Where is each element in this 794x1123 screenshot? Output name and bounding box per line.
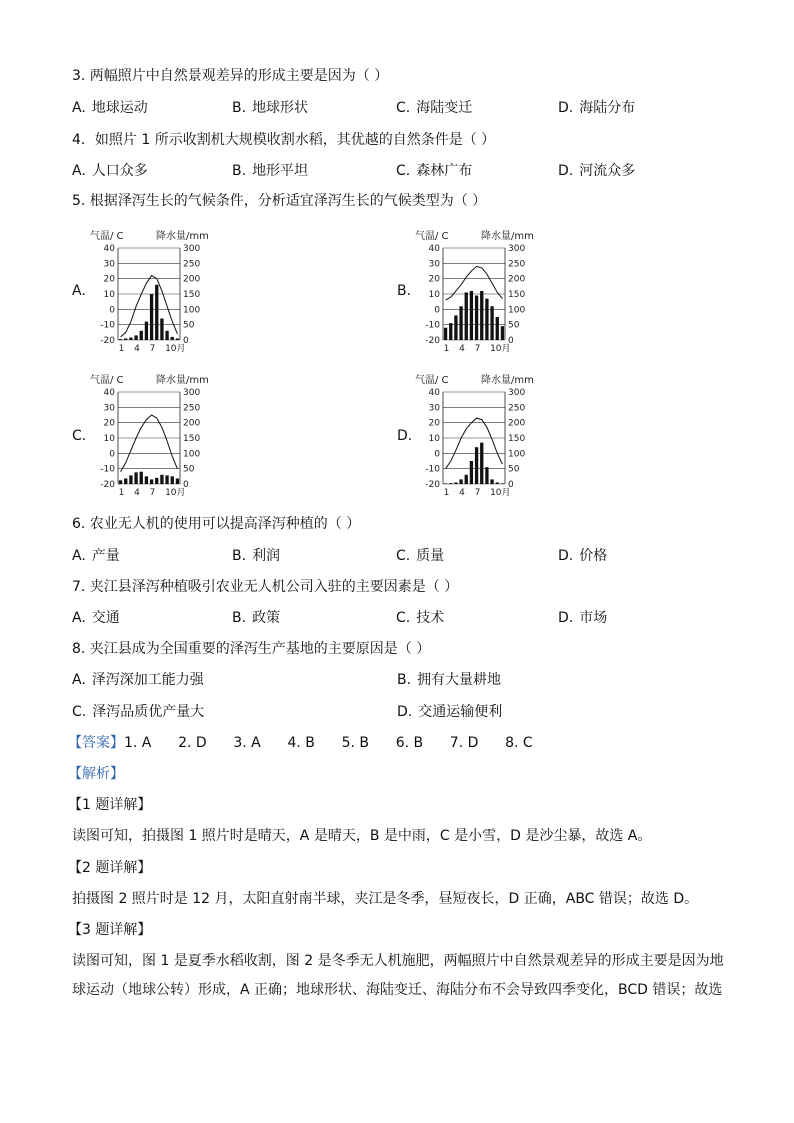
question-6-stem: 6. 农业无人机的使用可以提高泽泻种植的（ ） — [72, 516, 361, 532]
precipitation-tick-label: 0 — [183, 336, 189, 346]
option-label: C. — [72, 704, 87, 720]
temperature-tick-label: 0 — [109, 305, 115, 316]
answer-text: 1. A 2. D 3. A 4. B 5. B 6. B 7. D 8. C — [124, 735, 533, 751]
q8-option-d[interactable] — [397, 702, 502, 722]
temperature-tick-label: 30 — [103, 403, 115, 414]
temperature-tick-label: 10 — [428, 290, 440, 300]
precipitation-tick-label: 300 — [183, 388, 201, 398]
precipitation-tick-label: 0 — [508, 480, 514, 490]
temperature-tick-label: 40 — [428, 244, 440, 254]
temperature-tick-label: -20 — [425, 480, 440, 490]
precipitation-bar — [480, 291, 483, 340]
temperature-axis-title: 气温/ C — [415, 375, 449, 386]
option-text: 质量 — [416, 548, 445, 564]
option-text: 地球运动 — [91, 100, 148, 116]
month-tick-label: 7 — [474, 344, 481, 354]
detail-1-heading: 【1 题详解】 — [68, 797, 152, 813]
precipitation-tick-label: 150 — [508, 290, 526, 300]
precipitation-bar — [150, 294, 153, 340]
detail-3-body: 读图可知，图 1 是夏季水稻收割，图 2 是冬季无人机施肥，两幅照片中自然景观差异的形成主要是因为地球运动（地球公转）形成，A 正确；地球形状、海陆变迁、海陆分布不会导致四季变化，BCD 错误；故选 — [72, 953, 724, 998]
temperature-tick-label: -20 — [425, 336, 440, 346]
q3-option-b[interactable] — [232, 98, 308, 118]
precipitation-bar — [465, 475, 468, 484]
option-text: 政策 — [252, 610, 281, 626]
q4-option-b[interactable] — [232, 161, 308, 181]
option-label: D. — [558, 548, 574, 564]
precipitation-bar — [165, 475, 168, 484]
q7-option-c[interactable] — [396, 608, 444, 628]
answer-line — [68, 733, 533, 753]
option-label: D. — [558, 100, 574, 116]
climate-chart-d — [413, 372, 553, 500]
precipitation-bar — [119, 339, 122, 340]
precipitation-tick-label: 150 — [508, 434, 526, 444]
precipitation-bar — [475, 296, 478, 340]
temperature-tick-label: 20 — [103, 418, 115, 429]
precipitation-bar — [454, 482, 457, 484]
precipitation-bar — [171, 476, 174, 484]
precipitation-bar — [470, 461, 473, 484]
precipitation-tick-label: 200 — [183, 274, 201, 285]
precipitation-tick-label: 150 — [183, 434, 201, 444]
q4-option-d[interactable] — [558, 161, 635, 181]
precipitation-tick-label: 100 — [183, 449, 201, 460]
month-tick-label: 1 — [118, 344, 125, 354]
month-tick-label: 4 — [134, 344, 140, 354]
temperature-tick-label: -10 — [425, 320, 440, 331]
temperature-tick-label: -10 — [100, 464, 115, 475]
temperature-tick-label: 10 — [428, 434, 440, 444]
option-label: C. — [396, 100, 411, 116]
option-text: 拥有大量耕地 — [417, 672, 502, 688]
temperature-tick-label: -20 — [100, 336, 115, 346]
option-text: 利润 — [252, 548, 281, 564]
q8-option-a[interactable] — [72, 670, 204, 690]
q8-option-c[interactable] — [72, 702, 204, 722]
precipitation-bar — [145, 322, 148, 340]
option-text: 地球形状 — [252, 100, 309, 116]
precipitation-bar — [485, 299, 488, 340]
option-label: C. — [396, 163, 411, 179]
option-text: 价格 — [579, 548, 608, 564]
option-label: B. — [232, 100, 247, 116]
option-label: A. — [72, 610, 86, 626]
temperature-tick-label: -10 — [100, 320, 115, 331]
precipitation-bar — [176, 338, 179, 340]
precipitation-bar — [449, 483, 452, 484]
option-text: 海陆变迁 — [416, 100, 473, 116]
precipitation-tick-label: 300 — [508, 244, 526, 254]
option-label: A. — [72, 100, 86, 116]
chart-a-label[interactable]: A. — [72, 283, 86, 299]
temperature-line — [121, 415, 178, 472]
precipitation-axis-title: 降水量/mm — [156, 231, 209, 242]
option-text: 技术 — [416, 610, 445, 626]
option-text: 河流众多 — [579, 163, 636, 179]
q7-option-b[interactable] — [232, 608, 280, 628]
option-label: A. — [72, 163, 86, 179]
option-label: D. — [558, 163, 574, 179]
month-tick-label: 10月 — [490, 488, 511, 498]
answer-label: 【答案】 — [68, 735, 124, 751]
month-tick-label: 1 — [443, 488, 450, 498]
option-label: B. — [397, 672, 412, 688]
precipitation-bar — [129, 475, 132, 484]
precipitation-bar — [465, 292, 468, 340]
temperature-tick-label: 10 — [103, 434, 115, 444]
option-text: 森林广布 — [416, 163, 473, 179]
climate-chart-a — [88, 228, 228, 356]
month-tick-label: 1 — [443, 344, 450, 354]
q3-option-a[interactable] — [72, 98, 148, 118]
precipitation-bar — [496, 482, 499, 484]
precipitation-tick-label: 250 — [183, 259, 201, 270]
temperature-tick-label: 40 — [428, 388, 440, 398]
precipitation-bar — [140, 331, 143, 340]
precipitation-bar — [176, 478, 179, 484]
temperature-tick-label: 30 — [428, 403, 440, 414]
month-tick-label: 7 — [149, 488, 156, 498]
temperature-tick-label: 20 — [103, 274, 115, 285]
temperature-tick-label: 20 — [428, 418, 440, 429]
temperature-tick-label: 0 — [434, 449, 440, 460]
precipitation-bar — [459, 479, 462, 484]
option-label: D. — [397, 704, 413, 720]
option-text: 泽泻品质优产量大 — [92, 704, 205, 720]
precipitation-bar — [160, 475, 163, 484]
precipitation-bar — [129, 338, 132, 340]
option-text: 海陆分布 — [579, 100, 636, 116]
question-8-stem: 8. 夹江县成为全国重要的泽泻生产基地的主要原因是（ ） — [72, 641, 431, 657]
chart-b-label[interactable]: B. — [397, 283, 412, 299]
precipitation-tick-label: 200 — [183, 418, 201, 429]
precipitation-tick-label: 100 — [508, 305, 526, 316]
temperature-tick-label: 40 — [103, 388, 115, 398]
temperature-line — [446, 418, 503, 469]
precipitation-tick-label: 150 — [183, 290, 201, 300]
precipitation-bar — [496, 317, 499, 340]
q3-option-c[interactable] — [396, 98, 472, 118]
q6-option-a[interactable] — [72, 546, 120, 566]
precipitation-axis-title: 降水量/mm — [481, 375, 534, 386]
detail-2-body: 拍摄图 2 照片时是 12 月，太阳直射南半球，夹江是冬季，昼短夜长，D 正确，ABC 错误；故选 D。 — [72, 891, 699, 907]
precipitation-bar — [155, 478, 158, 484]
temperature-tick-label: 0 — [434, 305, 440, 316]
climate-chart-c — [88, 372, 228, 500]
precipitation-tick-label: 100 — [183, 305, 201, 316]
precipitation-bar — [444, 328, 447, 340]
temperature-line — [446, 266, 503, 300]
precipitation-bar — [480, 443, 483, 484]
option-label: C. — [396, 610, 411, 626]
precipitation-tick-label: 200 — [508, 418, 526, 429]
precipitation-tick-label: 50 — [183, 464, 195, 475]
precipitation-tick-label: 250 — [508, 259, 526, 270]
precipitation-tick-label: 0 — [508, 336, 514, 346]
temperature-tick-label: 30 — [428, 259, 440, 270]
option-text: 产量 — [91, 548, 120, 564]
precipitation-bar — [145, 476, 148, 484]
precipitation-bar — [470, 291, 473, 340]
precipitation-tick-label: 250 — [183, 403, 201, 414]
temperature-axis-title: 气温/ C — [415, 231, 449, 242]
detail-3-heading: 【3 题详解】 — [68, 922, 152, 938]
q4-option-c[interactable] — [396, 161, 472, 181]
question-4-stem: 4．如照片 1 所示收割机大规模收割水稻，其优越的自然条件是（ ） — [72, 132, 496, 148]
chart-c-label[interactable]: C. — [72, 428, 87, 444]
month-tick-label: 10月 — [165, 344, 186, 354]
precipitation-bar — [124, 338, 127, 340]
precipitation-tick-label: 300 — [183, 244, 201, 254]
option-label: B. — [232, 163, 247, 179]
precipitation-bar — [501, 326, 504, 340]
precipitation-tick-label: 50 — [183, 320, 195, 331]
analysis-label: 【解析】 — [68, 766, 124, 782]
precipitation-axis-title: 降水量/mm — [156, 375, 209, 386]
q4-option-a[interactable] — [72, 161, 148, 181]
precipitation-tick-label: 0 — [183, 480, 189, 490]
precipitation-tick-label: 250 — [508, 403, 526, 414]
precipitation-tick-label: 200 — [508, 274, 526, 285]
precipitation-bar — [119, 480, 122, 484]
option-label: B. — [232, 548, 247, 564]
precipitation-bar — [134, 472, 137, 484]
precipitation-bar — [155, 285, 158, 340]
temperature-tick-label: 10 — [103, 290, 115, 300]
precipitation-axis-title: 降水量/mm — [481, 231, 534, 242]
option-label: A. — [72, 548, 86, 564]
precipitation-bar — [449, 323, 452, 340]
temperature-tick-label: -20 — [100, 480, 115, 490]
precipitation-bar — [150, 479, 153, 484]
climate-chart-b — [413, 228, 553, 356]
temperature-tick-label: 20 — [428, 274, 440, 285]
precipitation-tick-label: 50 — [508, 464, 520, 475]
option-text: 人口众多 — [91, 163, 148, 179]
precipitation-bar — [165, 331, 168, 340]
q6-option-d[interactable] — [558, 546, 607, 566]
q6-option-c[interactable] — [396, 546, 444, 566]
option-text: 泽泻深加工能力强 — [91, 672, 204, 688]
temperature-axis-title: 气温/ C — [90, 231, 124, 242]
option-label: A. — [72, 672, 86, 688]
temperature-tick-label: 0 — [109, 449, 115, 460]
temperature-tick-label: 30 — [103, 259, 115, 270]
precipitation-bar — [501, 483, 504, 484]
precipitation-tick-label: 50 — [508, 320, 520, 331]
precipitation-bar — [140, 472, 143, 484]
precipitation-bar — [490, 306, 493, 340]
month-tick-label: 1 — [118, 488, 125, 498]
temperature-tick-label: -10 — [425, 464, 440, 475]
precipitation-bar — [124, 478, 127, 484]
precipitation-bar — [459, 306, 462, 340]
month-tick-label: 4 — [134, 488, 140, 498]
question-5-stem: 5. 根据泽泻生长的气候条件，分析适宜泽泻生长的气候类型为（ ） — [72, 193, 487, 209]
q3-option-d[interactable] — [558, 98, 635, 118]
month-tick-label: 7 — [149, 344, 156, 354]
option-text: 地形平坦 — [252, 163, 309, 179]
month-tick-label: 4 — [459, 488, 465, 498]
precipitation-bar — [160, 319, 163, 340]
month-tick-label: 4 — [459, 344, 465, 354]
option-text: 交通 — [91, 610, 120, 626]
detail-1-body: 读图可知，拍摄图 1 照片时是晴天，A 是晴天，B 是中雨，C 是小雪，D 是沙尘暴，故选 A。 — [72, 828, 652, 844]
precipitation-tick-label: 100 — [508, 449, 526, 460]
question-3-stem: 3. 两幅照片中自然景观差异的形成主要是因为（ ） — [72, 68, 389, 84]
temperature-line — [121, 276, 178, 337]
precipitation-tick-label: 300 — [508, 388, 526, 398]
month-tick-label: 10月 — [490, 344, 511, 354]
precipitation-bar — [475, 447, 478, 484]
question-7-stem: 7. 夹江县泽泻种植吸引农业无人机公司入驻的主要因素是（ ） — [72, 579, 459, 595]
precipitation-bar — [444, 483, 447, 484]
detail-2-heading: 【2 题详解】 — [68, 860, 152, 876]
q6-option-b[interactable] — [232, 546, 280, 566]
precipitation-bar — [171, 337, 174, 340]
option-label: D. — [558, 610, 574, 626]
q7-option-a[interactable] — [72, 608, 120, 628]
option-text: 市场 — [579, 610, 608, 626]
option-label: B. — [232, 610, 247, 626]
precipitation-bar — [454, 315, 457, 340]
precipitation-bar — [485, 467, 488, 484]
precipitation-bar — [134, 335, 137, 340]
temperature-tick-label: 40 — [103, 244, 115, 254]
month-tick-label: 10月 — [165, 488, 186, 498]
temperature-axis-title: 气温/ C — [90, 375, 124, 386]
month-tick-label: 7 — [474, 488, 481, 498]
chart-d-label[interactable]: D. — [397, 428, 413, 444]
precipitation-bar — [490, 479, 493, 484]
q8-option-b[interactable] — [397, 670, 501, 690]
option-text: 交通运输便利 — [418, 704, 503, 720]
option-label: C. — [396, 548, 411, 564]
q7-option-d[interactable] — [558, 608, 607, 628]
